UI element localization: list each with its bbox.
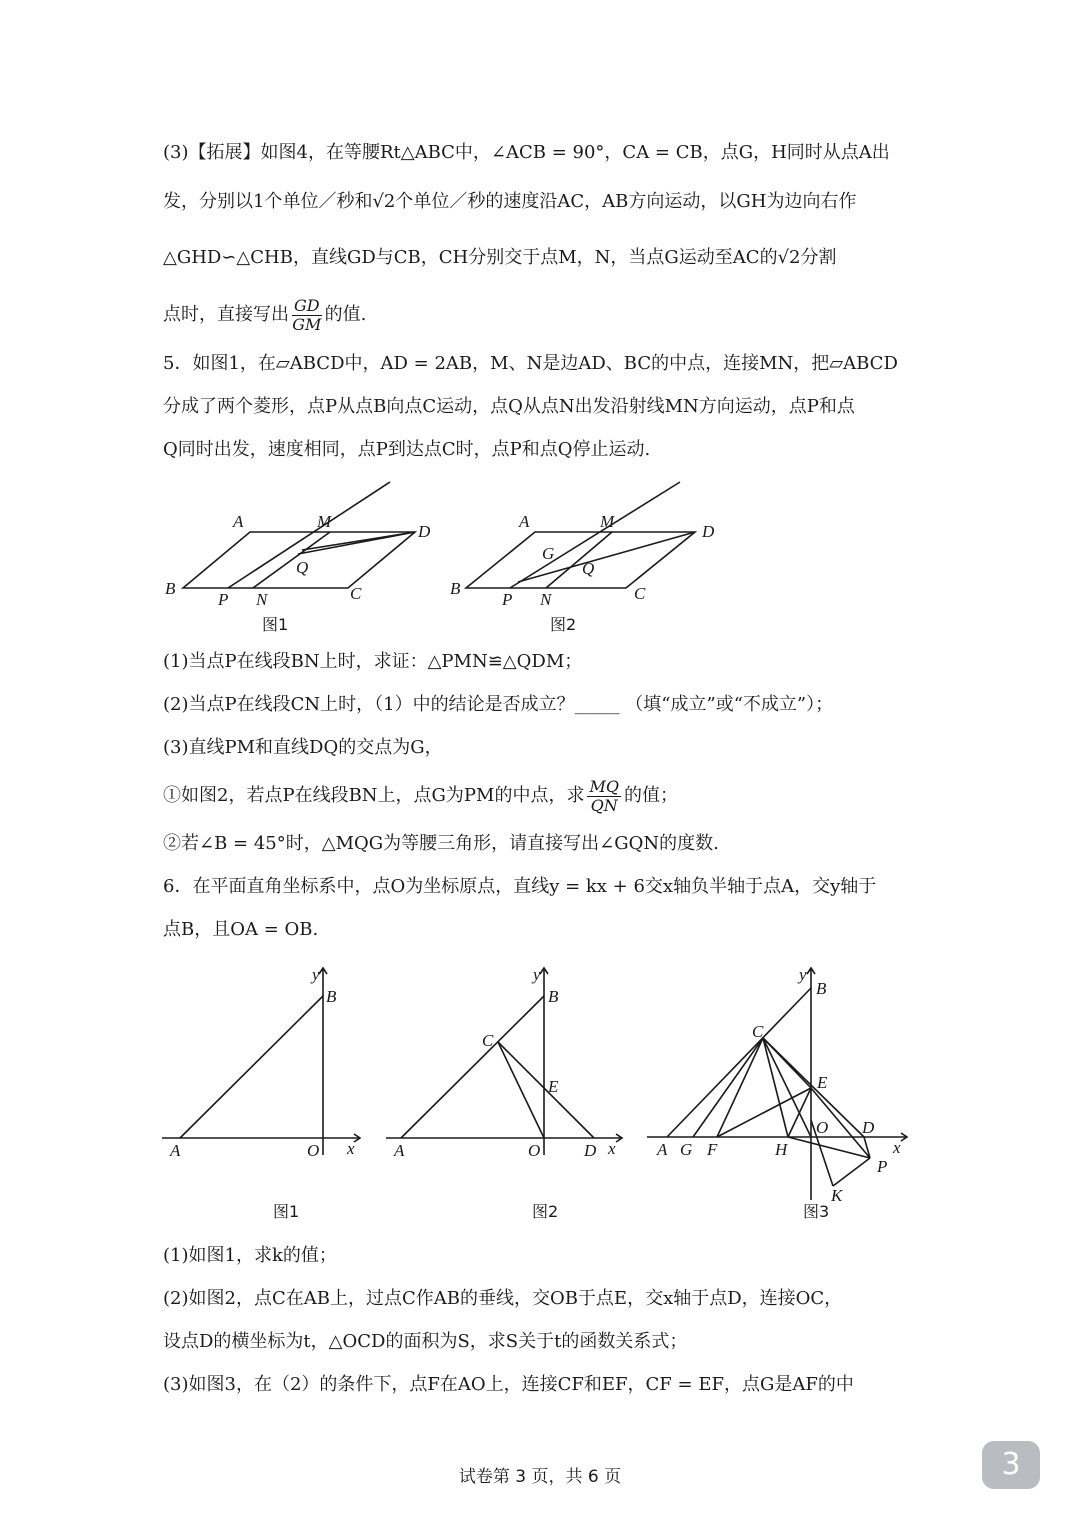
label-d: D xyxy=(418,522,431,541)
q5-fig2-caption: 图2 xyxy=(550,615,577,634)
segment-kp xyxy=(833,1158,870,1186)
q5-figure-2 xyxy=(440,470,740,640)
label-o: O xyxy=(816,1118,829,1137)
label-b: B xyxy=(548,987,559,1006)
segment-nm xyxy=(253,532,330,588)
segment-cf xyxy=(717,1038,763,1137)
q5-sub-2: (2)当点P在线段CN上时，（1）中的结论是否成立？_____ （填“成立”或“不成立”）； xyxy=(163,694,834,715)
label-o: O xyxy=(307,1141,320,1160)
fraction-denominator: QN xyxy=(590,795,618,815)
label-n: N xyxy=(256,590,268,609)
q4-ext-line-1: (3)【拓展】如图4，在等腰Rt△ABC中，∠ACB = 90°，CA = CB，点G，H同时从点A出 xyxy=(163,142,890,163)
label-a: A xyxy=(233,512,244,531)
segment-oc xyxy=(498,1042,544,1138)
label-y: y xyxy=(312,965,320,984)
page-number-badge: 3 xyxy=(982,1441,1040,1489)
q6-figure-1 xyxy=(160,960,370,1225)
q5-figure-1 xyxy=(150,470,450,640)
q4-ext-line-4-pre: 点时，直接写出 xyxy=(163,304,289,325)
label-a: A xyxy=(170,1141,181,1160)
label-q: Q xyxy=(296,558,309,577)
label-n: N xyxy=(540,590,552,609)
q4-ext-line-2: 发，分别以1个单位／秒和√2个单位／秒的速度沿AC，AB方向运动，以GH为边向右作 xyxy=(163,191,857,212)
label-d: D xyxy=(702,522,715,541)
q6-sub-1: (1)如图1，求k的值； xyxy=(163,1245,337,1266)
q6-fig1-caption: 图1 xyxy=(273,1202,300,1221)
label-d: D xyxy=(862,1118,875,1137)
label-x: x xyxy=(608,1139,616,1158)
label-b: B xyxy=(450,579,461,598)
label-x: x xyxy=(893,1138,901,1157)
q6-figure-2 xyxy=(384,960,634,1225)
q6-line-1: 6．在平面直角坐标系中，点O为坐标原点，直线y = kx + 6交x轴负半轴于点A，交y轴于 xyxy=(163,876,877,897)
page-footer: 试卷第 3 页，共 6 页 xyxy=(458,1467,622,1487)
ray-pm xyxy=(228,482,390,588)
ray-pm xyxy=(510,482,680,588)
label-p: P xyxy=(218,590,229,609)
q6-sub-3: (3)如图3，在（2）的条件下，点F在AO上，连接CF和EF，CF = EF，点G是AF的中 xyxy=(163,1374,854,1395)
segment-cg xyxy=(693,1038,763,1137)
line-ab xyxy=(667,988,811,1137)
line-cd xyxy=(498,1042,594,1138)
label-m: M xyxy=(317,512,332,531)
label-e: E xyxy=(817,1073,828,1092)
label-q: Q xyxy=(582,559,595,578)
q5-sub-3a-pre: ①如图2，若点P在线段BN上，点G为PM的中点，求 xyxy=(163,785,585,806)
segment-co xyxy=(763,1038,811,1137)
q5-line-1: 5．如图1，在▱ABCD中，AD = 2AB，M、N是边AD、BC的中点，连接MN，把▱ABCD xyxy=(163,353,898,374)
fraction-gd-gm xyxy=(292,297,322,334)
label-e: E xyxy=(548,1077,559,1096)
q5-sub-3b: ②若∠B = 45°时，△MQG为等腰三角形，请直接写出∠GQN的度数. xyxy=(163,833,719,854)
label-c: C xyxy=(482,1031,494,1050)
label-a: A xyxy=(657,1140,668,1159)
q5-sub-3: (3)直线PM和直线DQ的交点为G， xyxy=(163,737,443,758)
label-o: O xyxy=(528,1141,541,1160)
label-m: M xyxy=(600,512,615,531)
label-g: G xyxy=(542,544,555,563)
fraction-numerator: MQ xyxy=(589,776,619,796)
segment-ce xyxy=(763,1038,811,1088)
q6-figure-3 xyxy=(645,960,920,1225)
q5-sub-3a-post: 的值； xyxy=(623,785,678,806)
fraction-denominator: GM xyxy=(292,314,322,334)
label-c: C xyxy=(752,1022,764,1041)
fraction-mq-qn xyxy=(587,778,621,815)
q6-fig3-caption: 图3 xyxy=(803,1202,830,1221)
label-a: A xyxy=(519,512,530,531)
segment-hp xyxy=(788,1137,870,1158)
label-y: y xyxy=(799,965,807,984)
label-p: P xyxy=(877,1157,888,1176)
q5-sub-3a xyxy=(163,774,923,818)
q4-ext-line-4-post: 的值. xyxy=(324,304,367,325)
label-p: P xyxy=(502,590,513,609)
label-a: A xyxy=(394,1141,405,1160)
q6-sub-2-line-2: 设点D的横坐标为t，△OCD的面积为S，求S关于t的函数关系式； xyxy=(163,1331,688,1352)
label-k: K xyxy=(831,1186,843,1205)
parallelogram-abcd xyxy=(466,532,695,588)
label-f: F xyxy=(707,1140,718,1159)
q4-ext-line-3: △GHD∽△CHB，直线GD与CB，CH分别交于点M，N，当点G运动至AC的√2分割 xyxy=(163,247,837,268)
segment-ch xyxy=(763,1038,788,1137)
label-x: x xyxy=(347,1139,355,1158)
q6-fig2-caption: 图2 xyxy=(532,1202,559,1221)
label-y: y xyxy=(533,965,541,984)
label-b: B xyxy=(816,979,827,998)
label-b: B xyxy=(326,987,337,1006)
q5-line-2: 分成了两个菱形，点P从点B向点C运动，点Q从点N出发沿射线MN方向运动，点P和点 xyxy=(163,396,855,417)
label-c: C xyxy=(350,584,362,603)
q5-sub-1: (1)当点P在线段BN上时，求证：△PMN≌△QDM； xyxy=(163,651,583,672)
label-d: D xyxy=(584,1141,597,1160)
label-h: H xyxy=(775,1140,788,1159)
label-g: G xyxy=(680,1140,693,1159)
q6-sub-2-line-1: (2)如图2，点C在AB上，过点C作AB的垂线，交OB于点E，交x轴于点D，连接OC， xyxy=(163,1288,843,1309)
q5-fig1-caption: 图1 xyxy=(262,615,289,634)
q4-ext-line-4 xyxy=(163,293,923,337)
line-ab xyxy=(180,996,323,1138)
label-b: B xyxy=(165,579,176,598)
q6-line-2: 点B，且OA = OB. xyxy=(163,919,319,940)
label-c: C xyxy=(634,584,646,603)
segment-fe xyxy=(717,1088,811,1137)
q5-line-3: Q同时出发，速度相同，点P到达点C时，点P和点Q停止运动. xyxy=(163,439,651,460)
fraction-numerator: GD xyxy=(294,295,320,315)
